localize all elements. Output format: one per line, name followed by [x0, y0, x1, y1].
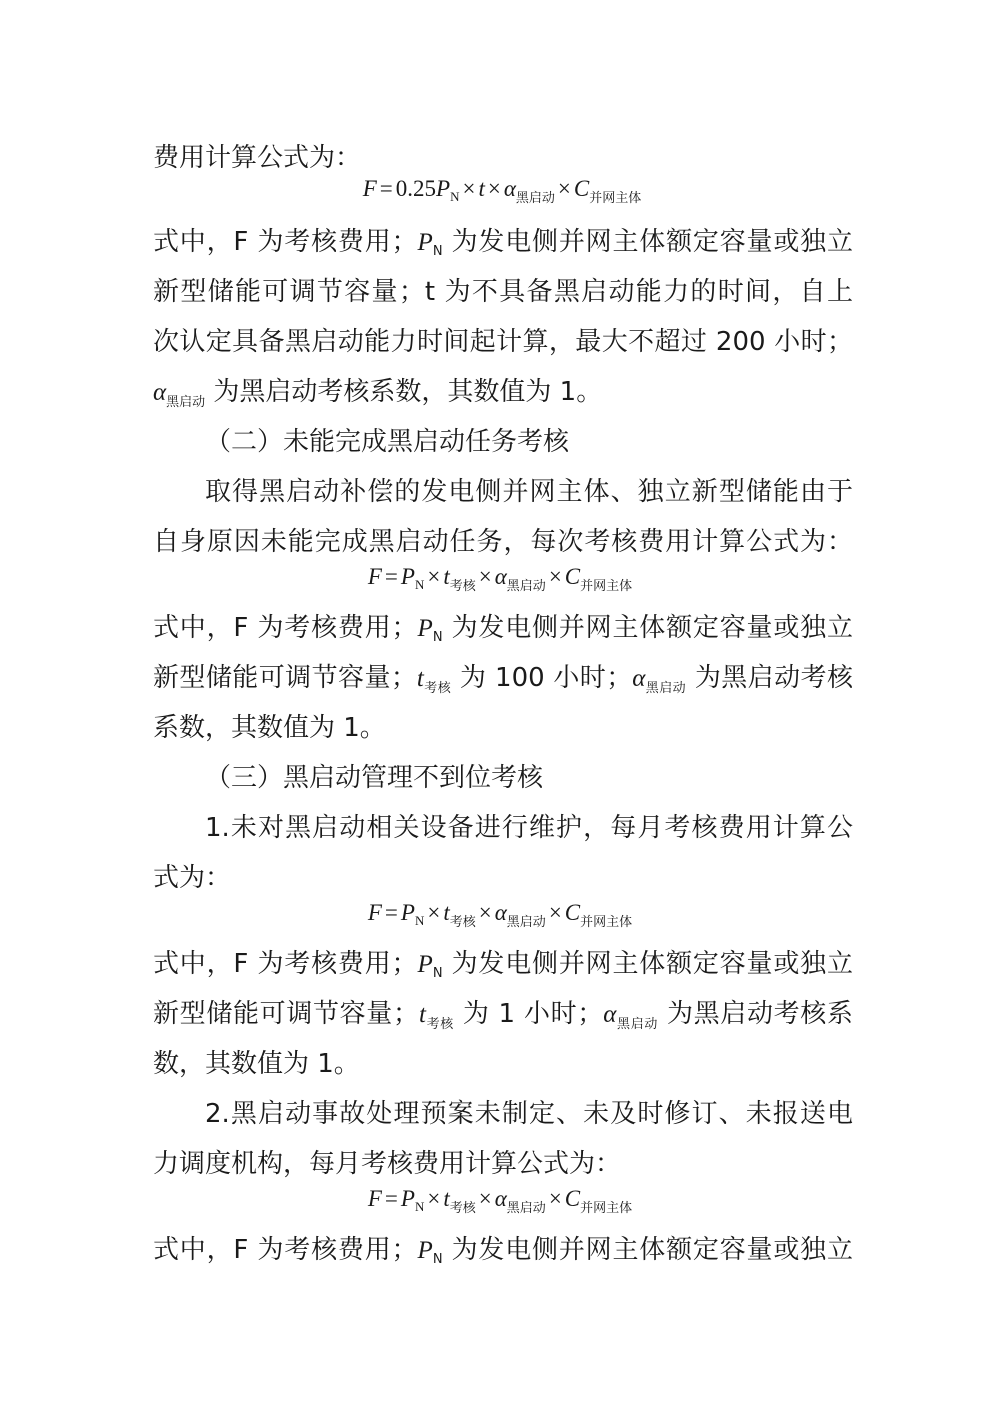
formula-2: $F = P_N \times t_{考核} \times \alpha_{黑启动} \times C_{并网主体}$ — [367, 564, 633, 594]
text-line: 费用计算公式为： — [153, 143, 362, 173]
section-heading-2: （二）未能完成黑启动任务考核 — [205, 427, 570, 457]
text-line: $\alpha_{黑启动}$ 为黑启动考核系数，其数值为 1。 — [153, 377, 603, 410]
text-line: 1.未对黑启动相关设备进行维护，每月考核费用计算公 — [205, 813, 853, 843]
text-line: 式中，F 为考核费用；$P_N$ 为发电侧并网主体额定容量或独立 — [153, 1235, 853, 1267]
text-line: 式中，F 为考核费用；$P_N$ 为发电侧并网主体额定容量或独立 — [153, 949, 853, 981]
text-line: 数，其数值为 1。 — [153, 1049, 360, 1079]
text-line: 式中，F 为考核费用；$P_N$ 为发电侧并网主体额定容量或独立 — [153, 227, 853, 259]
formula-4: $F = P_N \times t_{考核} \times \alpha_{黑启动} \times C_{并网主体}$ — [367, 1186, 633, 1216]
formula-1: $F = 0.25P_N \times t \times \alpha_{黑启动} \times C_{并网主体}$ — [362, 176, 642, 206]
text-line: 新型储能可调节容量；$t_{考核}$ 为 100 小时；$\alpha_{黑启动}$ 为黑启动考核 — [153, 663, 853, 696]
text-line: 式中，F 为考核费用；$P_N$ 为发电侧并网主体额定容量或独立 — [153, 613, 853, 645]
text-line: 次认定具备黑启动能力时间起计算，最大不超过 200 小时； — [153, 327, 853, 357]
text-line: 新型储能可调节容量；t 为不具备黑启动能力的时间，自上 — [153, 277, 853, 307]
text-line: 自身原因未能完成黑启动任务，每次考核费用计算公式为： — [153, 527, 853, 557]
text-line: 取得黑启动补偿的发电侧并网主体、独立新型储能由于 — [205, 477, 853, 507]
text-line: 系数，其数值为 1。 — [153, 713, 386, 743]
text-line: 新型储能可调节容量；$t_{考核}$ 为 1 小时；$\alpha_{黑启动}$ 为黑启动考核系 — [153, 999, 853, 1032]
formula-3: $F = P_N \times t_{考核} \times \alpha_{黑启动} \times C_{并网主体}$ — [367, 900, 633, 930]
text-line: 2.黑启动事故处理预案未制定、未及时修订、未报送电 — [205, 1099, 853, 1129]
section-heading-3: （三）黑启动管理不到位考核 — [205, 763, 544, 793]
text-line: 力调度机构，每月考核费用计算公式为： — [153, 1149, 622, 1179]
text-line: 式为： — [153, 863, 232, 893]
